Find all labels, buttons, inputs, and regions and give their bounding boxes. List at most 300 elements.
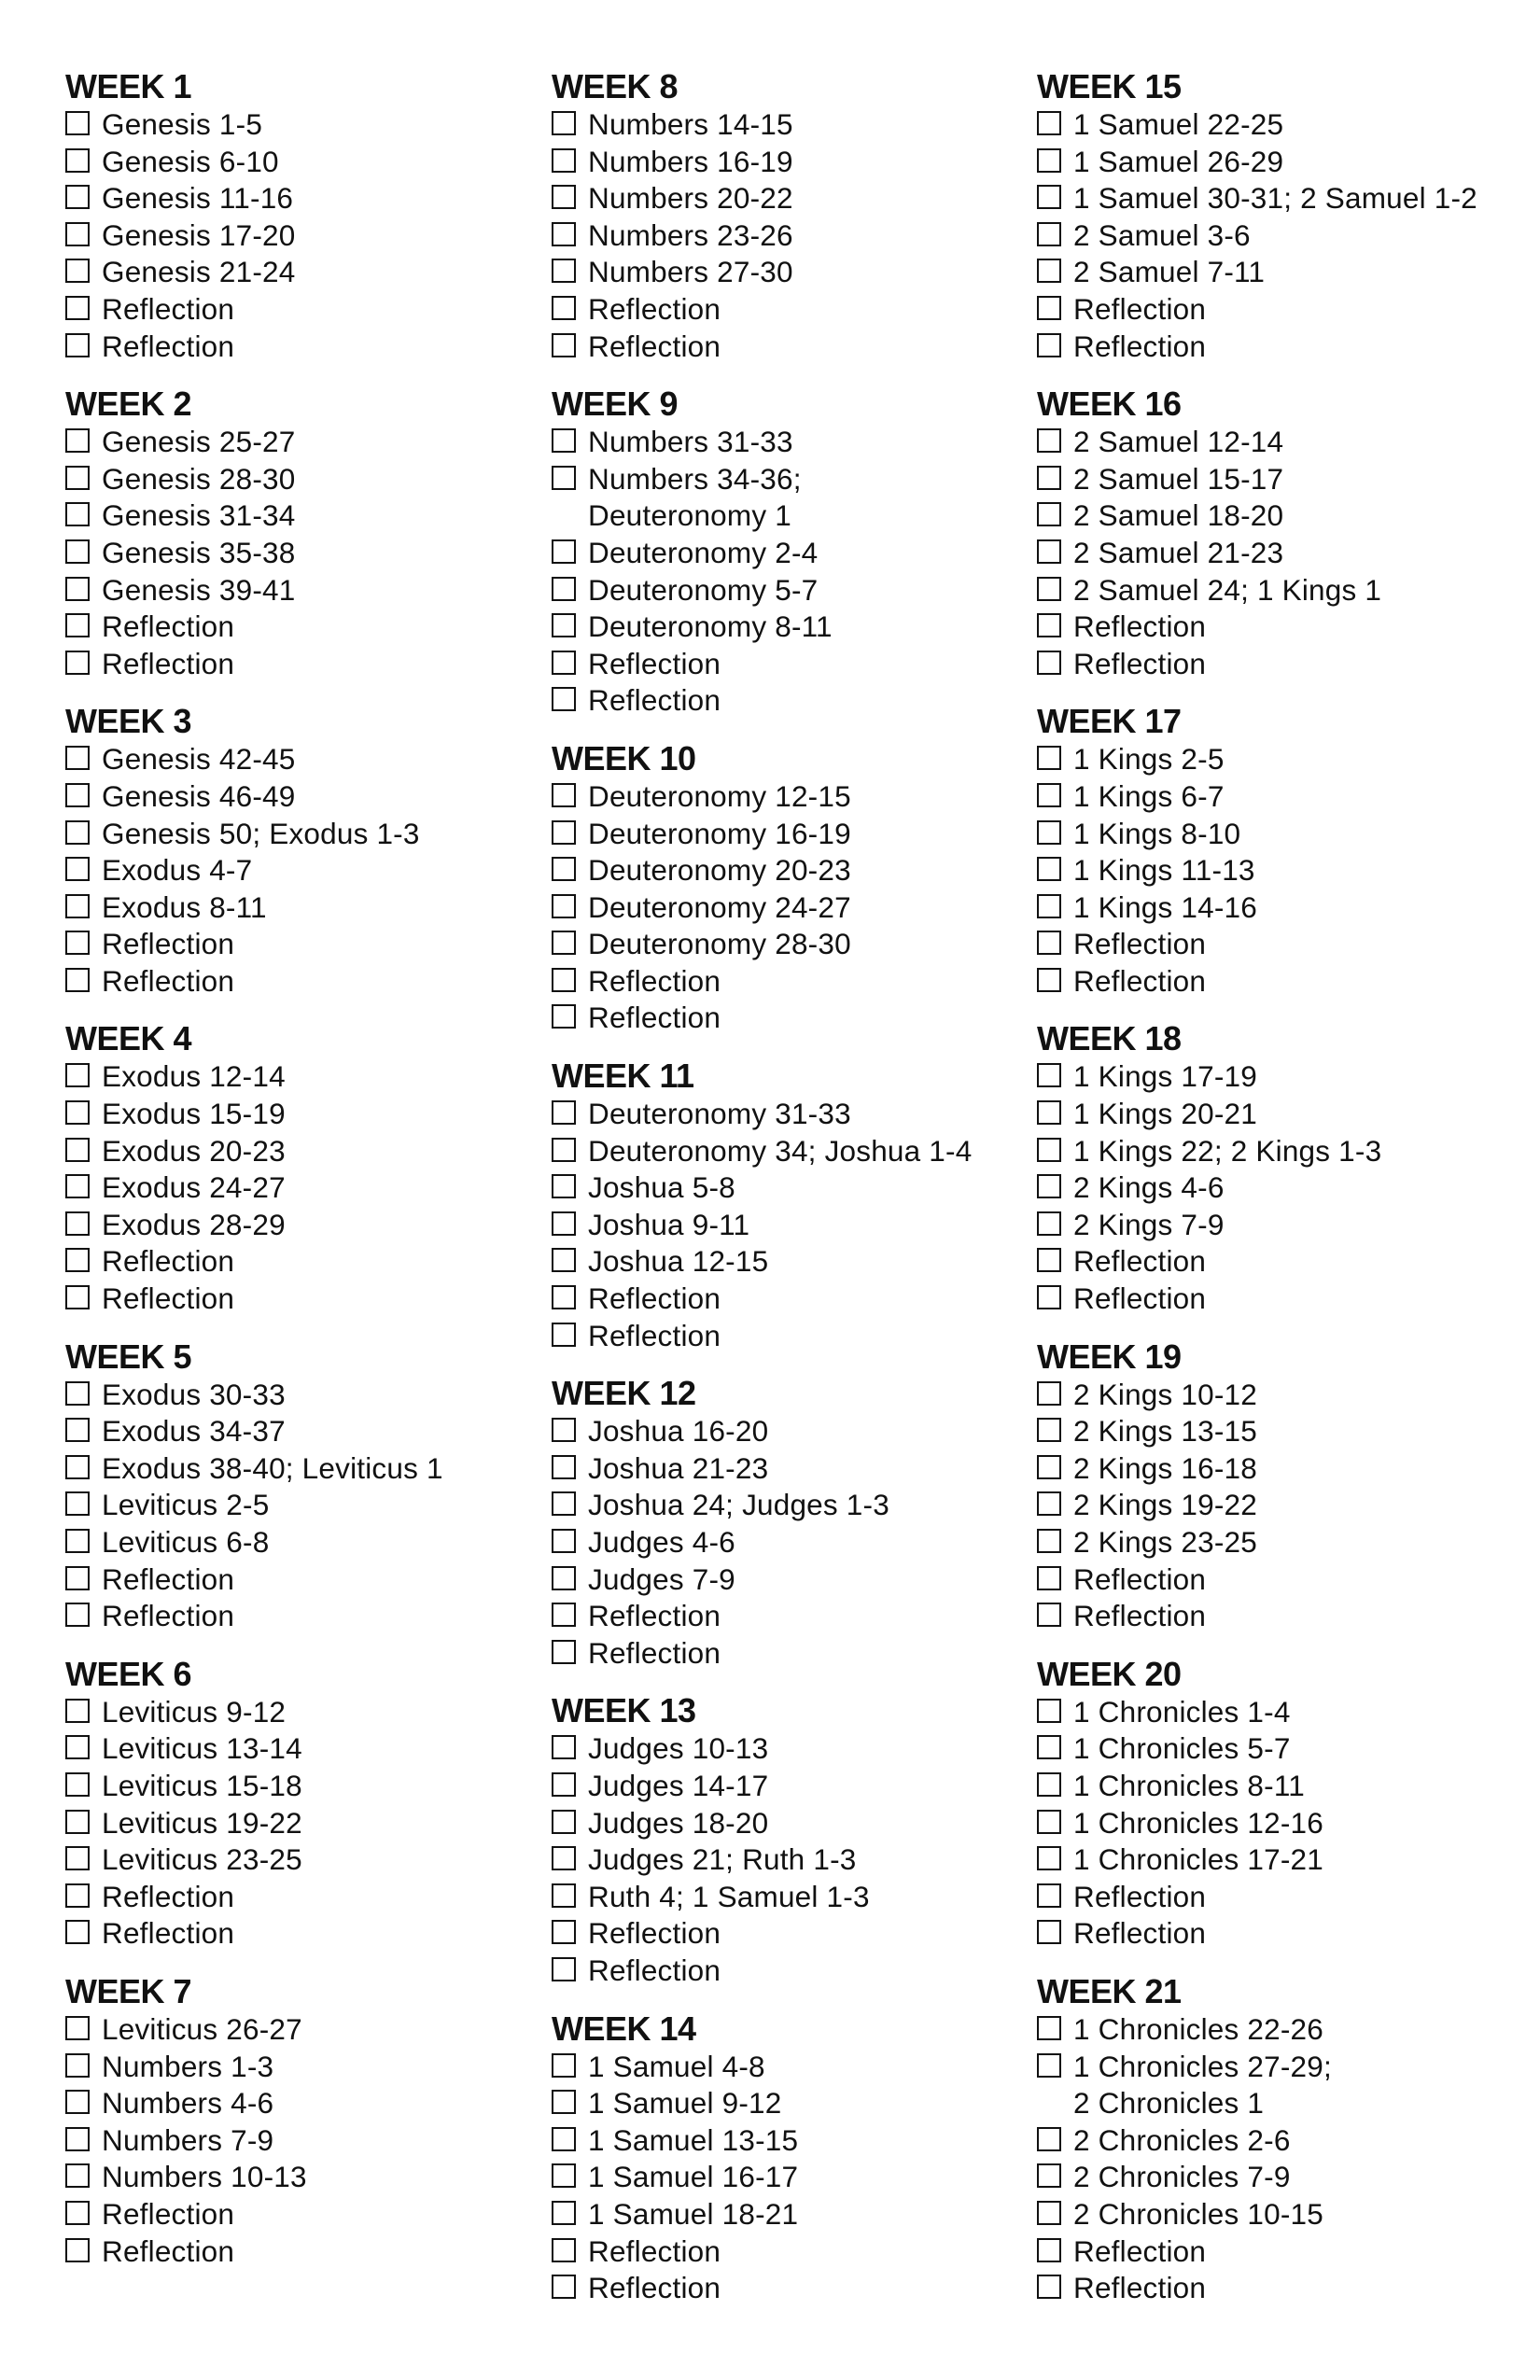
reading-label: Judges 4-6 [588, 1525, 735, 1559]
reading-checkbox[interactable] [1037, 2053, 1061, 2078]
reading-label: Reflection [102, 2233, 235, 2268]
reading-checkbox[interactable] [552, 2201, 576, 2225]
reading-checkbox[interactable] [552, 1920, 576, 1944]
reading-checkbox[interactable] [1037, 1455, 1061, 1479]
reading-checkbox[interactable] [1037, 1418, 1061, 1442]
reading-checkbox[interactable] [552, 1957, 576, 1981]
reading-checkbox[interactable] [65, 783, 90, 807]
reading-label: 1 Kings 22; 2 Kings 1-3 [1073, 1133, 1382, 1168]
reading-label: Reflection [102, 646, 235, 680]
reading-label: Reflection [1073, 1879, 1207, 1913]
reading-checkbox[interactable] [552, 1640, 576, 1664]
reading-checkbox[interactable] [1037, 1211, 1061, 1236]
week-section [65, 67, 551, 365]
reading-item [65, 1730, 551, 1768]
reading-item [65, 1598, 551, 1635]
reading-item [65, 2196, 551, 2233]
reading-item [552, 1487, 1037, 1524]
reading-checkbox[interactable] [1037, 333, 1061, 357]
reading-label: Reflection [102, 1599, 235, 1633]
reading-checkbox[interactable] [552, 185, 576, 209]
reading-item [65, 106, 551, 144]
reading-checkbox[interactable] [1037, 259, 1061, 283]
reading-label: 2 Kings 4-6 [1073, 1170, 1225, 1205]
reading-item [552, 2122, 1037, 2160]
reading-item [552, 1169, 1037, 1207]
reading-checkbox[interactable] [552, 820, 576, 845]
reading-item [552, 1413, 1037, 1450]
reading-item [65, 1207, 551, 1244]
reading-checkbox[interactable] [552, 296, 576, 320]
reading-checkbox[interactable] [552, 1455, 576, 1479]
reading-checkbox[interactable] [552, 1735, 576, 1759]
reading-label: Reflection [588, 683, 721, 718]
reading-item [1037, 144, 1522, 181]
week-section [1037, 1019, 1522, 1317]
reading-checkbox[interactable] [65, 746, 90, 770]
reading-checkbox[interactable] [65, 2090, 90, 2114]
reading-label: Leviticus 15-18 [102, 1768, 302, 1802]
reading-checkbox[interactable] [65, 1920, 90, 1944]
reading-checkbox[interactable] [1037, 148, 1061, 173]
reading-label: 1 Chronicles 8-11 [1073, 1768, 1305, 1802]
reading-label: Reflection [588, 1916, 721, 1951]
reading-checkbox[interactable] [552, 1248, 576, 1272]
reading-checkbox[interactable] [552, 613, 576, 637]
reading-label: 2 Samuel 21-23 [1073, 535, 1284, 569]
reading-label: Joshua 5-8 [588, 1170, 735, 1205]
reading-checkbox[interactable] [1037, 651, 1061, 675]
reading-checkbox[interactable] [65, 466, 90, 490]
reading-item [65, 609, 551, 646]
reading-checkbox[interactable] [65, 1810, 90, 1834]
reading-item [1037, 609, 1522, 646]
week-section [552, 739, 1037, 1037]
reading-checkbox[interactable] [1037, 296, 1061, 320]
reading-label: Leviticus 19-22 [102, 1805, 302, 1840]
reading-label: 1 Samuel 13-15 [588, 2122, 799, 2157]
reading-item [552, 1768, 1037, 1805]
reading-checkbox[interactable] [1037, 2275, 1061, 2299]
reading-checkbox[interactable] [65, 1491, 90, 1516]
reading-checkbox[interactable] [552, 1846, 576, 1870]
reading-checkbox[interactable] [1037, 1381, 1061, 1406]
reading-item [65, 1450, 551, 1488]
reading-checkbox[interactable] [65, 1455, 90, 1479]
reading-label: Reflection [1073, 2271, 1207, 2305]
reading-label: 2 Samuel 18-20 [1073, 498, 1284, 533]
reading-checkbox[interactable] [65, 2053, 90, 2078]
reading-checkbox[interactable] [65, 1248, 90, 1272]
reading-item [1037, 1133, 1522, 1170]
week-title: WEEK 14 [552, 2009, 696, 2048]
reading-checkbox[interactable] [1037, 931, 1061, 955]
reading-label: Genesis 31-34 [102, 498, 296, 533]
reading-item [552, 1000, 1037, 1037]
reading-item [552, 144, 1037, 181]
reading-checkbox[interactable] [552, 857, 576, 881]
reading-checkbox[interactable] [552, 1323, 576, 1347]
reading-checkbox[interactable] [1037, 1566, 1061, 1590]
reading-checkbox[interactable] [552, 428, 576, 453]
reading-checkbox[interactable] [65, 2201, 90, 2225]
reading-checkbox[interactable] [1037, 1491, 1061, 1516]
reading-checkbox[interactable] [1037, 1603, 1061, 1627]
reading-checkbox[interactable] [65, 428, 90, 453]
reading-label: Genesis 46-49 [102, 778, 296, 813]
reading-checkbox[interactable] [1037, 2016, 1061, 2040]
reading-label: 1 Kings 6-7 [1073, 778, 1225, 813]
reading-checkbox[interactable] [65, 1138, 90, 1162]
reading-checkbox[interactable] [1037, 894, 1061, 918]
reading-checkbox[interactable] [65, 1381, 90, 1406]
reading-label: 1 Kings 20-21 [1073, 1097, 1257, 1131]
reading-checkbox[interactable] [1037, 222, 1061, 246]
week-title: WEEK 2 [65, 385, 192, 424]
reading-checkbox[interactable] [552, 1603, 576, 1627]
reading-checkbox[interactable] [65, 1063, 90, 1087]
reading-label: Deuteronomy 16-19 [588, 816, 851, 850]
reading-checkbox[interactable] [1037, 1920, 1061, 1944]
reading-checkbox[interactable] [552, 333, 576, 357]
reading-checkbox[interactable] [1037, 502, 1061, 526]
reading-item [1037, 2122, 1522, 2160]
reading-checkbox[interactable] [65, 2163, 90, 2188]
reading-item [552, 461, 1037, 535]
reading-item [552, 291, 1037, 329]
reading-checkbox[interactable] [65, 222, 90, 246]
reading-item [65, 1841, 551, 1879]
reading-item [65, 2159, 551, 2196]
reading-checkbox[interactable] [1037, 1529, 1061, 1553]
reading-checkbox[interactable] [65, 539, 90, 564]
reading-label: Leviticus 13-14 [102, 1731, 302, 1766]
reading-checkbox[interactable] [65, 2016, 90, 2040]
reading-checkbox[interactable] [65, 1883, 90, 1908]
reading-checkbox[interactable] [65, 1772, 90, 1797]
reading-label: Ruth 4; 1 Samuel 1-3 [588, 1879, 870, 1913]
reading-checkbox[interactable] [1037, 968, 1061, 992]
week-section [552, 67, 1037, 365]
reading-checkbox[interactable] [1037, 2163, 1061, 2188]
week-title: WEEK 20 [1037, 1654, 1182, 1693]
reading-label: Reflection [588, 1001, 721, 1035]
reading-checkbox[interactable] [552, 1138, 576, 1162]
reading-checkbox[interactable] [552, 931, 576, 955]
reading-item [552, 106, 1037, 144]
reading-checkbox[interactable] [552, 2053, 576, 2078]
reading-item [552, 889, 1037, 927]
reading-checkbox[interactable] [552, 148, 576, 173]
reading-item [65, 1694, 551, 1731]
reading-label: Numbers 7-9 [102, 2122, 274, 2157]
reading-label: 2 Samuel 15-17 [1073, 461, 1284, 496]
reading-item [1037, 2011, 1522, 2049]
reading-checkbox[interactable] [552, 687, 576, 711]
reading-item [1037, 646, 1522, 683]
reading-checkbox[interactable] [65, 857, 90, 881]
reading-checkbox[interactable] [65, 296, 90, 320]
reading-checkbox[interactable] [65, 333, 90, 357]
reading-checkbox[interactable] [552, 1100, 576, 1125]
reading-checkbox[interactable] [65, 1566, 90, 1590]
reading-label: 2 Kings 13-15 [1073, 1414, 1257, 1449]
reading-checkbox[interactable] [552, 1566, 576, 1590]
reading-label: Genesis 21-24 [102, 255, 296, 289]
reading-checkbox[interactable] [1037, 1285, 1061, 1309]
reading-item [1037, 1096, 1522, 1133]
reading-item [552, 2233, 1037, 2271]
reading-checkbox[interactable] [1037, 1735, 1061, 1759]
reading-label: Reflection [102, 1879, 235, 1913]
reading-label: Reflection [1073, 1281, 1207, 1316]
reading-checkbox[interactable] [552, 222, 576, 246]
reading-checkbox[interactable] [1037, 1810, 1061, 1834]
week-section [65, 1972, 551, 2270]
reading-checkbox[interactable] [65, 2127, 90, 2151]
reading-item [552, 1561, 1037, 1599]
reading-item [552, 180, 1037, 217]
reading-checkbox[interactable] [1037, 1063, 1061, 1087]
reading-checkbox[interactable] [65, 1699, 90, 1723]
reading-label: 2 Samuel 12-14 [1073, 425, 1284, 459]
reading-checkbox[interactable] [552, 466, 576, 490]
reading-label: Reflection [1073, 1244, 1207, 1279]
reading-label: Exodus 30-33 [102, 1377, 286, 1411]
reading-item [65, 2233, 551, 2271]
reading-checkbox[interactable] [65, 1418, 90, 1442]
reading-checkbox[interactable] [1037, 820, 1061, 845]
reading-checkbox[interactable] [552, 968, 576, 992]
week-title: WEEK 12 [552, 1374, 696, 1413]
reading-item [1037, 1561, 1522, 1599]
reading-item [1037, 1915, 1522, 1953]
reading-checkbox[interactable] [65, 1285, 90, 1309]
reading-item [65, 1133, 551, 1170]
reading-label: 1 Samuel 18-21 [588, 2196, 799, 2231]
reading-checkbox[interactable] [552, 1529, 576, 1553]
reading-item [552, 1598, 1037, 1635]
reading-label: Genesis 17-20 [102, 217, 296, 252]
reading-checkbox[interactable] [552, 1004, 576, 1029]
reading-checkbox[interactable] [1037, 1100, 1061, 1125]
reading-label: 2 Chronicles 2-6 [1073, 2122, 1291, 2157]
reading-label: Numbers 31-33 [588, 425, 793, 459]
reading-item [1037, 1169, 1522, 1207]
reading-item [1037, 572, 1522, 609]
reading-checkbox[interactable] [552, 894, 576, 918]
reading-item [552, 1243, 1037, 1281]
reading-checkbox[interactable] [65, 968, 90, 992]
reading-checkbox[interactable] [1037, 2238, 1061, 2262]
reading-label: 2 Kings 10-12 [1073, 1377, 1257, 1411]
reading-item [65, 461, 551, 498]
reading-label: 1 Chronicles 27-29; 2 Chronicles 1 [1073, 2049, 1332, 2121]
reading-item [65, 1096, 551, 1133]
reading-item [65, 852, 551, 889]
reading-checkbox[interactable] [65, 931, 90, 955]
reading-item [1037, 1768, 1522, 1805]
column-3 [1037, 67, 1522, 2327]
reading-item [65, 1524, 551, 1561]
reading-checkbox[interactable] [552, 783, 576, 807]
reading-checkbox[interactable] [552, 651, 576, 675]
reading-checkbox[interactable] [1037, 539, 1061, 564]
reading-label: Genesis 1-5 [102, 107, 263, 141]
reading-checkbox[interactable] [552, 2127, 576, 2151]
reading-checkbox[interactable] [65, 894, 90, 918]
reading-checkbox[interactable] [552, 2090, 576, 2114]
reading-checkbox[interactable] [65, 1603, 90, 1627]
reading-checkbox[interactable] [1037, 1846, 1061, 1870]
reading-label: Genesis 6-10 [102, 144, 279, 178]
reading-checkbox[interactable] [65, 148, 90, 173]
reading-item [1037, 1841, 1522, 1879]
reading-item [65, 1915, 551, 1953]
week-title: WEEK 19 [1037, 1337, 1182, 1376]
reading-checkbox[interactable] [65, 577, 90, 601]
reading-label: Reflection [1073, 329, 1207, 363]
reading-checkbox[interactable] [1037, 1138, 1061, 1162]
week-section [65, 1655, 551, 1953]
reading-item [552, 1281, 1037, 1318]
reading-checkbox[interactable] [552, 2163, 576, 2188]
reading-item [552, 1841, 1037, 1879]
reading-item [1037, 1207, 1522, 1244]
reading-item [552, 778, 1037, 816]
reading-checkbox[interactable] [552, 1810, 576, 1834]
reading-label: Exodus 8-11 [102, 889, 267, 924]
reading-item [1037, 424, 1522, 461]
reading-label: Reflection [588, 2233, 721, 2268]
reading-checkbox[interactable] [65, 820, 90, 845]
week-title: WEEK 11 [552, 1057, 694, 1096]
reading-item [1037, 535, 1522, 572]
reading-checkbox[interactable] [552, 1285, 576, 1309]
reading-label: Reflection [588, 1281, 721, 1316]
reading-label: Reflection [102, 1561, 235, 1596]
reading-item [552, 1207, 1037, 1244]
week-section [65, 385, 551, 682]
reading-label: 1 Chronicles 12-16 [1073, 1805, 1323, 1840]
week-title: WEEK 8 [552, 67, 679, 105]
reading-checkbox[interactable] [1037, 1883, 1061, 1908]
reading-checkbox[interactable] [1037, 783, 1061, 807]
reading-checkbox[interactable] [1037, 746, 1061, 770]
reading-label: Reflection [588, 963, 721, 998]
reading-label: Leviticus 26-27 [102, 2011, 302, 2046]
reading-checkbox[interactable] [65, 502, 90, 526]
reading-checkbox[interactable] [1037, 613, 1061, 637]
reading-label: Reflection [1073, 1561, 1207, 1596]
reading-label: 1 Samuel 30-31; 2 Samuel 1-2 [1073, 181, 1477, 216]
reading-label: 2 Samuel 24; 1 Kings 1 [1073, 572, 1382, 607]
reading-checkbox[interactable] [65, 185, 90, 209]
reading-item [65, 217, 551, 255]
reading-checkbox[interactable] [552, 1772, 576, 1797]
week-title: WEEK 6 [65, 1654, 192, 1693]
reading-label: 2 Chronicles 7-9 [1073, 2160, 1291, 2194]
reading-item [552, 1730, 1037, 1768]
reading-item [1037, 1598, 1522, 1635]
reading-item [65, 1768, 551, 1805]
reading-item [552, 1635, 1037, 1673]
reading-checkbox[interactable] [1037, 1248, 1061, 1272]
reading-checkbox[interactable] [65, 259, 90, 283]
reading-item [65, 1243, 551, 1281]
reading-checkbox[interactable] [552, 1211, 576, 1236]
reading-checkbox[interactable] [1037, 1772, 1061, 1797]
reading-label: 2 Kings 7-9 [1073, 1207, 1225, 1241]
reading-checkbox[interactable] [552, 111, 576, 135]
reading-label: Judges 18-20 [588, 1805, 769, 1840]
reading-label: 1 Chronicles 22-26 [1073, 2011, 1323, 2046]
reading-item [552, 1450, 1037, 1488]
week-section [65, 1337, 551, 1635]
reading-checkbox[interactable] [1037, 2201, 1061, 2225]
reading-checkbox[interactable] [1037, 185, 1061, 209]
reading-checkbox[interactable] [65, 1100, 90, 1125]
reading-item [65, 1879, 551, 1916]
reading-item [552, 2085, 1037, 2122]
reading-checkbox[interactable] [1037, 1699, 1061, 1723]
reading-checkbox[interactable] [552, 2238, 576, 2262]
reading-item [65, 1377, 551, 1414]
reading-checkbox[interactable] [1037, 2127, 1061, 2151]
reading-checkbox[interactable] [552, 1174, 576, 1198]
reading-label: Leviticus 9-12 [102, 1694, 287, 1729]
reading-checkbox[interactable] [552, 539, 576, 564]
reading-checkbox[interactable] [65, 1211, 90, 1236]
reading-checkbox[interactable] [552, 1883, 576, 1908]
reading-item [65, 1413, 551, 1450]
reading-checkbox[interactable] [65, 613, 90, 637]
reading-checkbox[interactable] [1037, 857, 1061, 881]
week-section [1037, 1655, 1522, 1953]
reading-label: Leviticus 2-5 [102, 1488, 270, 1522]
reading-checkbox[interactable] [65, 2238, 90, 2262]
reading-checkbox[interactable] [65, 1529, 90, 1553]
reading-item [65, 497, 551, 535]
reading-checkbox[interactable] [65, 1174, 90, 1198]
week-section [65, 1019, 551, 1317]
reading-checkbox[interactable] [552, 1491, 576, 1516]
reading-checkbox[interactable] [1037, 111, 1061, 135]
reading-label: Genesis 11-16 [102, 181, 294, 216]
reading-checkbox[interactable] [65, 1846, 90, 1870]
week-title: WEEK 18 [1037, 1019, 1182, 1058]
reading-checkbox[interactable] [552, 1418, 576, 1442]
reading-label: Numbers 10-13 [102, 2160, 307, 2194]
reading-checkbox[interactable] [1037, 466, 1061, 490]
reading-checkbox[interactable] [65, 651, 90, 675]
reading-checkbox[interactable] [552, 2275, 576, 2299]
reading-checkbox[interactable] [1037, 428, 1061, 453]
reading-checkbox[interactable] [1037, 577, 1061, 601]
reading-checkbox[interactable] [1037, 1174, 1061, 1198]
reading-label: Reflection [1073, 291, 1207, 326]
reading-item [65, 963, 551, 1001]
reading-checkbox[interactable] [552, 577, 576, 601]
reading-label: Joshua 9-11 [588, 1207, 750, 1241]
week-section [552, 1691, 1037, 1989]
reading-item [65, 646, 551, 683]
reading-item [1037, 816, 1522, 853]
reading-checkbox[interactable] [552, 259, 576, 283]
reading-checkbox[interactable] [65, 111, 90, 135]
week-section [1037, 702, 1522, 1000]
reading-checkbox[interactable] [65, 1735, 90, 1759]
